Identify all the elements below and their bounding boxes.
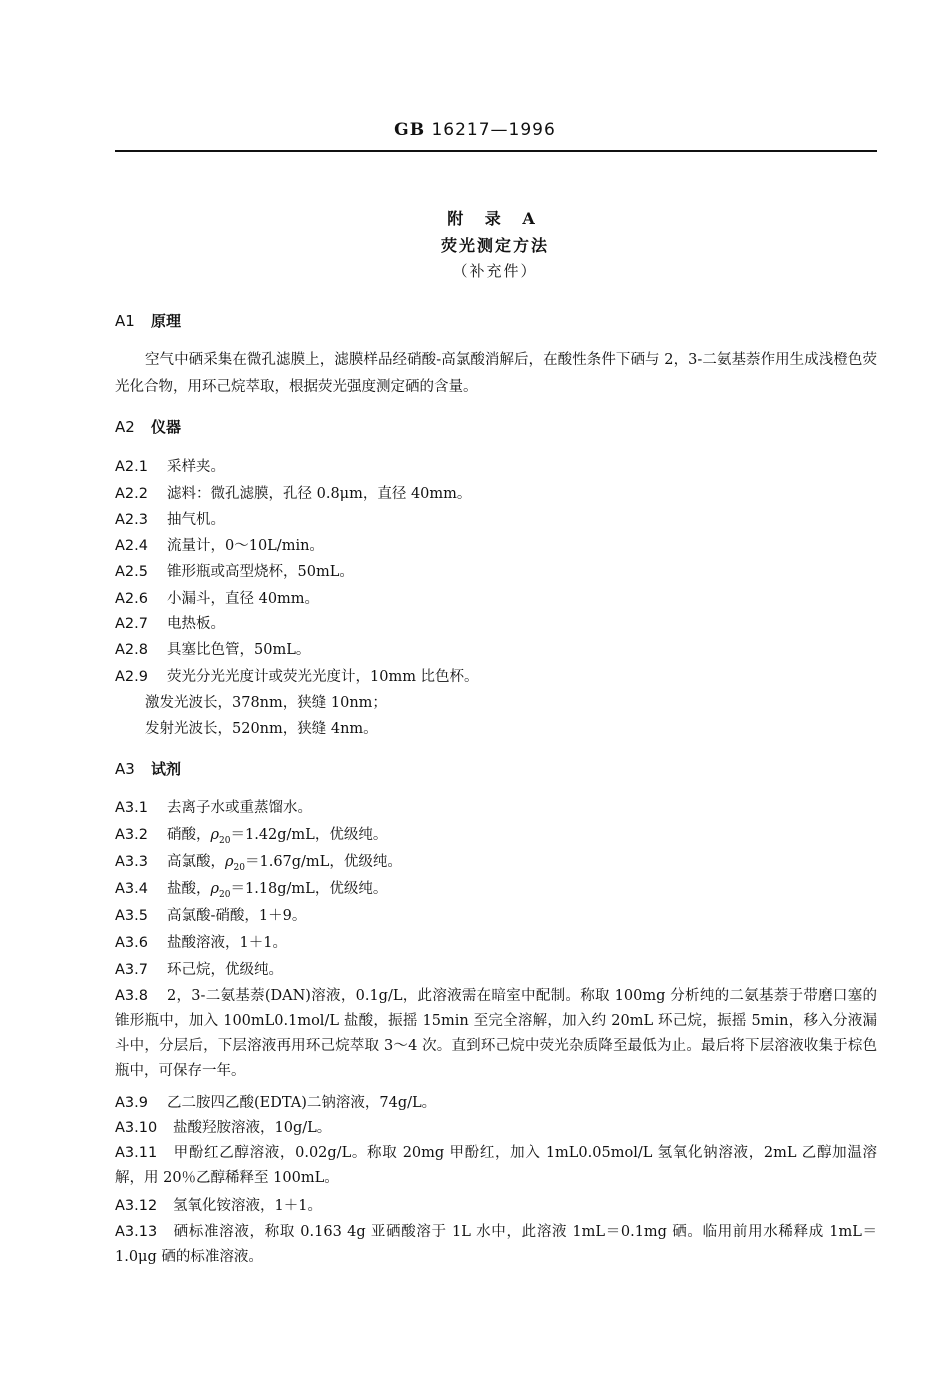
appendix-title: 荧光测定方法	[440, 236, 549, 255]
reagent-item: A3.2 硝酸，$\rho_{20}=1.42g/mL$，优级纯。	[115, 827, 388, 846]
reagent-item: A3.6 盐酸溶液，1＋1。	[115, 935, 287, 951]
principle-paragraph: 空气中硒采集在微孔滤膜上，滤膜样品经硝酸-高氯酸消解后，在酸性条件下硒与 2，3-二氨基萘作用生成浅橙色荧光化合物，用环己烷萃取，根据荧光强度测定硒的含量。	[115, 352, 877, 395]
appendix-note: （补充件）	[452, 262, 538, 280]
reagent-item: A3.3 高氯酸，$\rho_{20}=1.67g/mL$，优级纯。	[115, 854, 402, 873]
section-a3	[115, 758, 181, 779]
excitation-wavelength: 激发光波长，378nm，狭缝 10nm；	[145, 695, 387, 711]
section-a1-title: 原理	[151, 312, 182, 330]
reagent-item: A3.7 环己烷，优级纯。	[115, 962, 283, 978]
instrument-item: A2.3 抽气机。	[115, 512, 225, 528]
reagent-a38: A3.8 2，3-二氨基萘(DAN)溶液，0.1g/L，此溶液需在暗室中配制。称取 100mg 分析纯的二氨基萘于带磨口塞的锥形瓶中，加入 100mL0.1mol/L 盐酸，振摇 15min 至完全溶解，加入约 20mL 环己烷，振摇 5min，移入分液漏斗中，分层后，下层溶液再用环己烷萃取 3～4 次。直到环己烷中荧光杂质降至最低为止。最后将下层溶液收集于棕色瓶中，可保存一年。	[115, 988, 877, 1079]
reagent-item: A3.4 盐酸，$\rho_{20}=1.18g/mL$，优级纯。	[115, 881, 388, 900]
appendix-label: 附 录 A	[447, 209, 543, 228]
section-a1	[115, 310, 181, 331]
reagent-item: A3.5 高氯酸-硝酸，1＋9。	[115, 908, 307, 924]
reagent-a311: A3.11 甲酚红乙醇溶液，0.02g/L。称取 20mg 甲酚红，加入 1mL0.05mol/L 氢氧化钠溶液，2mL 乙醇加温溶解，用 20％乙醇稀释至 100mL。	[115, 1145, 877, 1186]
reagent-a312: A3.12 氢氧化铵溶液，1＋1。	[115, 1198, 322, 1214]
section-a1-num: A1	[115, 312, 135, 330]
emission-wavelength: 发射光波长，520nm，狭缝 4nm。	[145, 721, 378, 737]
standard-number: 16217—1996	[431, 120, 556, 140]
reagent-a39: A3.9 乙二胺四乙酸(EDTA)二钠溶液，74g/L。	[115, 1095, 437, 1111]
header-rule	[115, 150, 877, 152]
section-a3-title: 试剂	[151, 760, 182, 778]
instrument-item: A2.6 小漏斗，直径 40mm。	[115, 591, 320, 607]
instrument-item: A2.5 锥形瓶或高型烧杯，50mL。	[115, 564, 354, 580]
instrument-item: A2.1 采样夹。	[115, 459, 225, 475]
section-a2-title: 仪器	[151, 418, 182, 436]
instrument-item: A2.8 具塞比色管，50mL。	[115, 642, 311, 658]
section-a3-num: A3	[115, 760, 135, 778]
reagent-item: A3.1 去离子水或重蒸馏水。	[115, 800, 312, 816]
instrument-item: A2.4 流量计，0～10L/min。	[115, 538, 324, 554]
instrument-item: A2.2 滤料：微孔滤膜，孔径 0.8μm，直径 40mm。	[115, 486, 472, 502]
standard-prefix: GB	[394, 120, 426, 140]
section-a2-num: A2	[115, 418, 135, 436]
instrument-item: A2.7 电热板。	[115, 616, 225, 632]
instrument-item: A2.9 荧光分光光度计或荧光光度计，10mm 比色杯。	[115, 669, 479, 685]
section-a2	[115, 416, 181, 437]
reagent-a313: A3.13 硒标准溶液，称取 0.163 4g 亚硒酸溶于 1L 水中，此溶液 1mL＝0.1mg 硒。临用前用水稀释成 1mL＝1.0μg 硒的标准溶液。	[115, 1224, 877, 1265]
standard-code	[0, 120, 950, 140]
reagent-a310: A3.10 盐酸羟胺溶液，10g/L。	[115, 1120, 332, 1136]
